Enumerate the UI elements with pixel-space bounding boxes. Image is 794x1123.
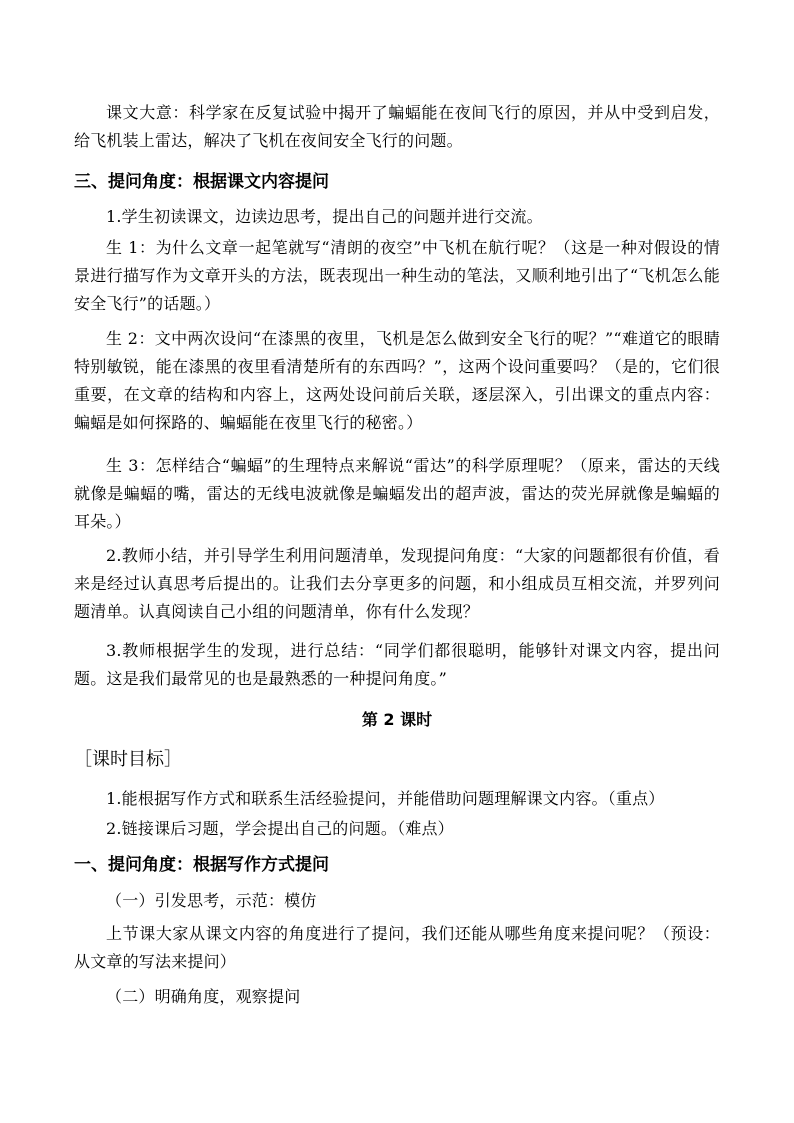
paragraph-text-summary: 课文大意：科学家在反复试验中揭开了蝙蝠能在夜间飞行的原因，并从中受到启发，给飞机装上雷达，解决了飞机在夜间安全飞行的问题。 [74,103,720,150]
section-heading-1: 一、提问角度：根据写作方式提问 [74,855,329,875]
paragraph-step-1: 1.学生初读课文，边读边思考，提出自己的问题并进行交流。 [106,207,543,226]
section-heading-3: 三、提问角度：根据课文内容提问 [74,172,329,192]
lesson-title: 第 2 课时 [361,710,433,729]
paragraph-step-2: 2.教师小结，并引导学生利用问题清单，发现提问角度：“大家的问题都很有价值，看来是经过认真思考后提出的。让我们去分享更多的问题，和小组成员互相交流，并罗列问题清单。认真阅读自己小组的问题清单，你有什么发现？ [74,546,720,621]
paragraph-student-1: 生 1：为什么文章一起笔就写“清朗的夜空”中飞机在航行呢？（这是一种对假设的情景进行描写作为文章开头的方法，既表现出一种生动的笔法，又顺利地引出了“飞机怎么能安全飞行”的话题。） [74,238,720,313]
paragraph-student-2: 生 2：文中两次设问“在漆黑的夜里，飞机是怎么做到安全飞行的呢？”“难道它的眼睛特别敏锐，能在漆黑的夜里看清楚所有的东西吗？”，这两个设问重要吗？（是的，它们很重要，在文章的结构和内容上，这两处设问前后关联，逐层深入，引出课文的重点内容：蝙蝠是如何探路的、蝙蝠能在夜里飞行的秘密。） [74,329,720,432]
objective-1: 1.能根据写作方式和联系生活经验提问，并能借助问题理解课文内容。（重点） [106,789,665,808]
subsection-2: （二）明确角度，观察提问 [106,987,301,1006]
paragraph-student-3: 生 3：怎样结合“蝙蝠”的生理特点来解说“雷达”的科学原理呢？（原来，雷达的天线就像是蝙蝠的嘴，雷达的无线电波就像是蝙蝠发出的超声波，雷达的荧光屏就像是蝙蝠的耳朵。） [74,456,720,531]
subsection-1: （一）引发思考，示范：模仿 [106,891,317,910]
objectives-label: ［课时目标］ [74,749,182,770]
paragraph-preset: 上节课大家从课文内容的角度进行了提问，我们还能从哪些角度来提问呢？（预设：从文章的写法来提问） [74,924,720,971]
paragraph-step-3: 3.教师根据学生的发现，进行总结：“同学们都很聪明，能够针对课文内容，提出问题。这是我们最常见的也是最熟悉的一种提问角度。” [74,641,720,688]
objective-2: 2.链接课后习题，学会提出自己的问题。（难点） [106,819,454,838]
